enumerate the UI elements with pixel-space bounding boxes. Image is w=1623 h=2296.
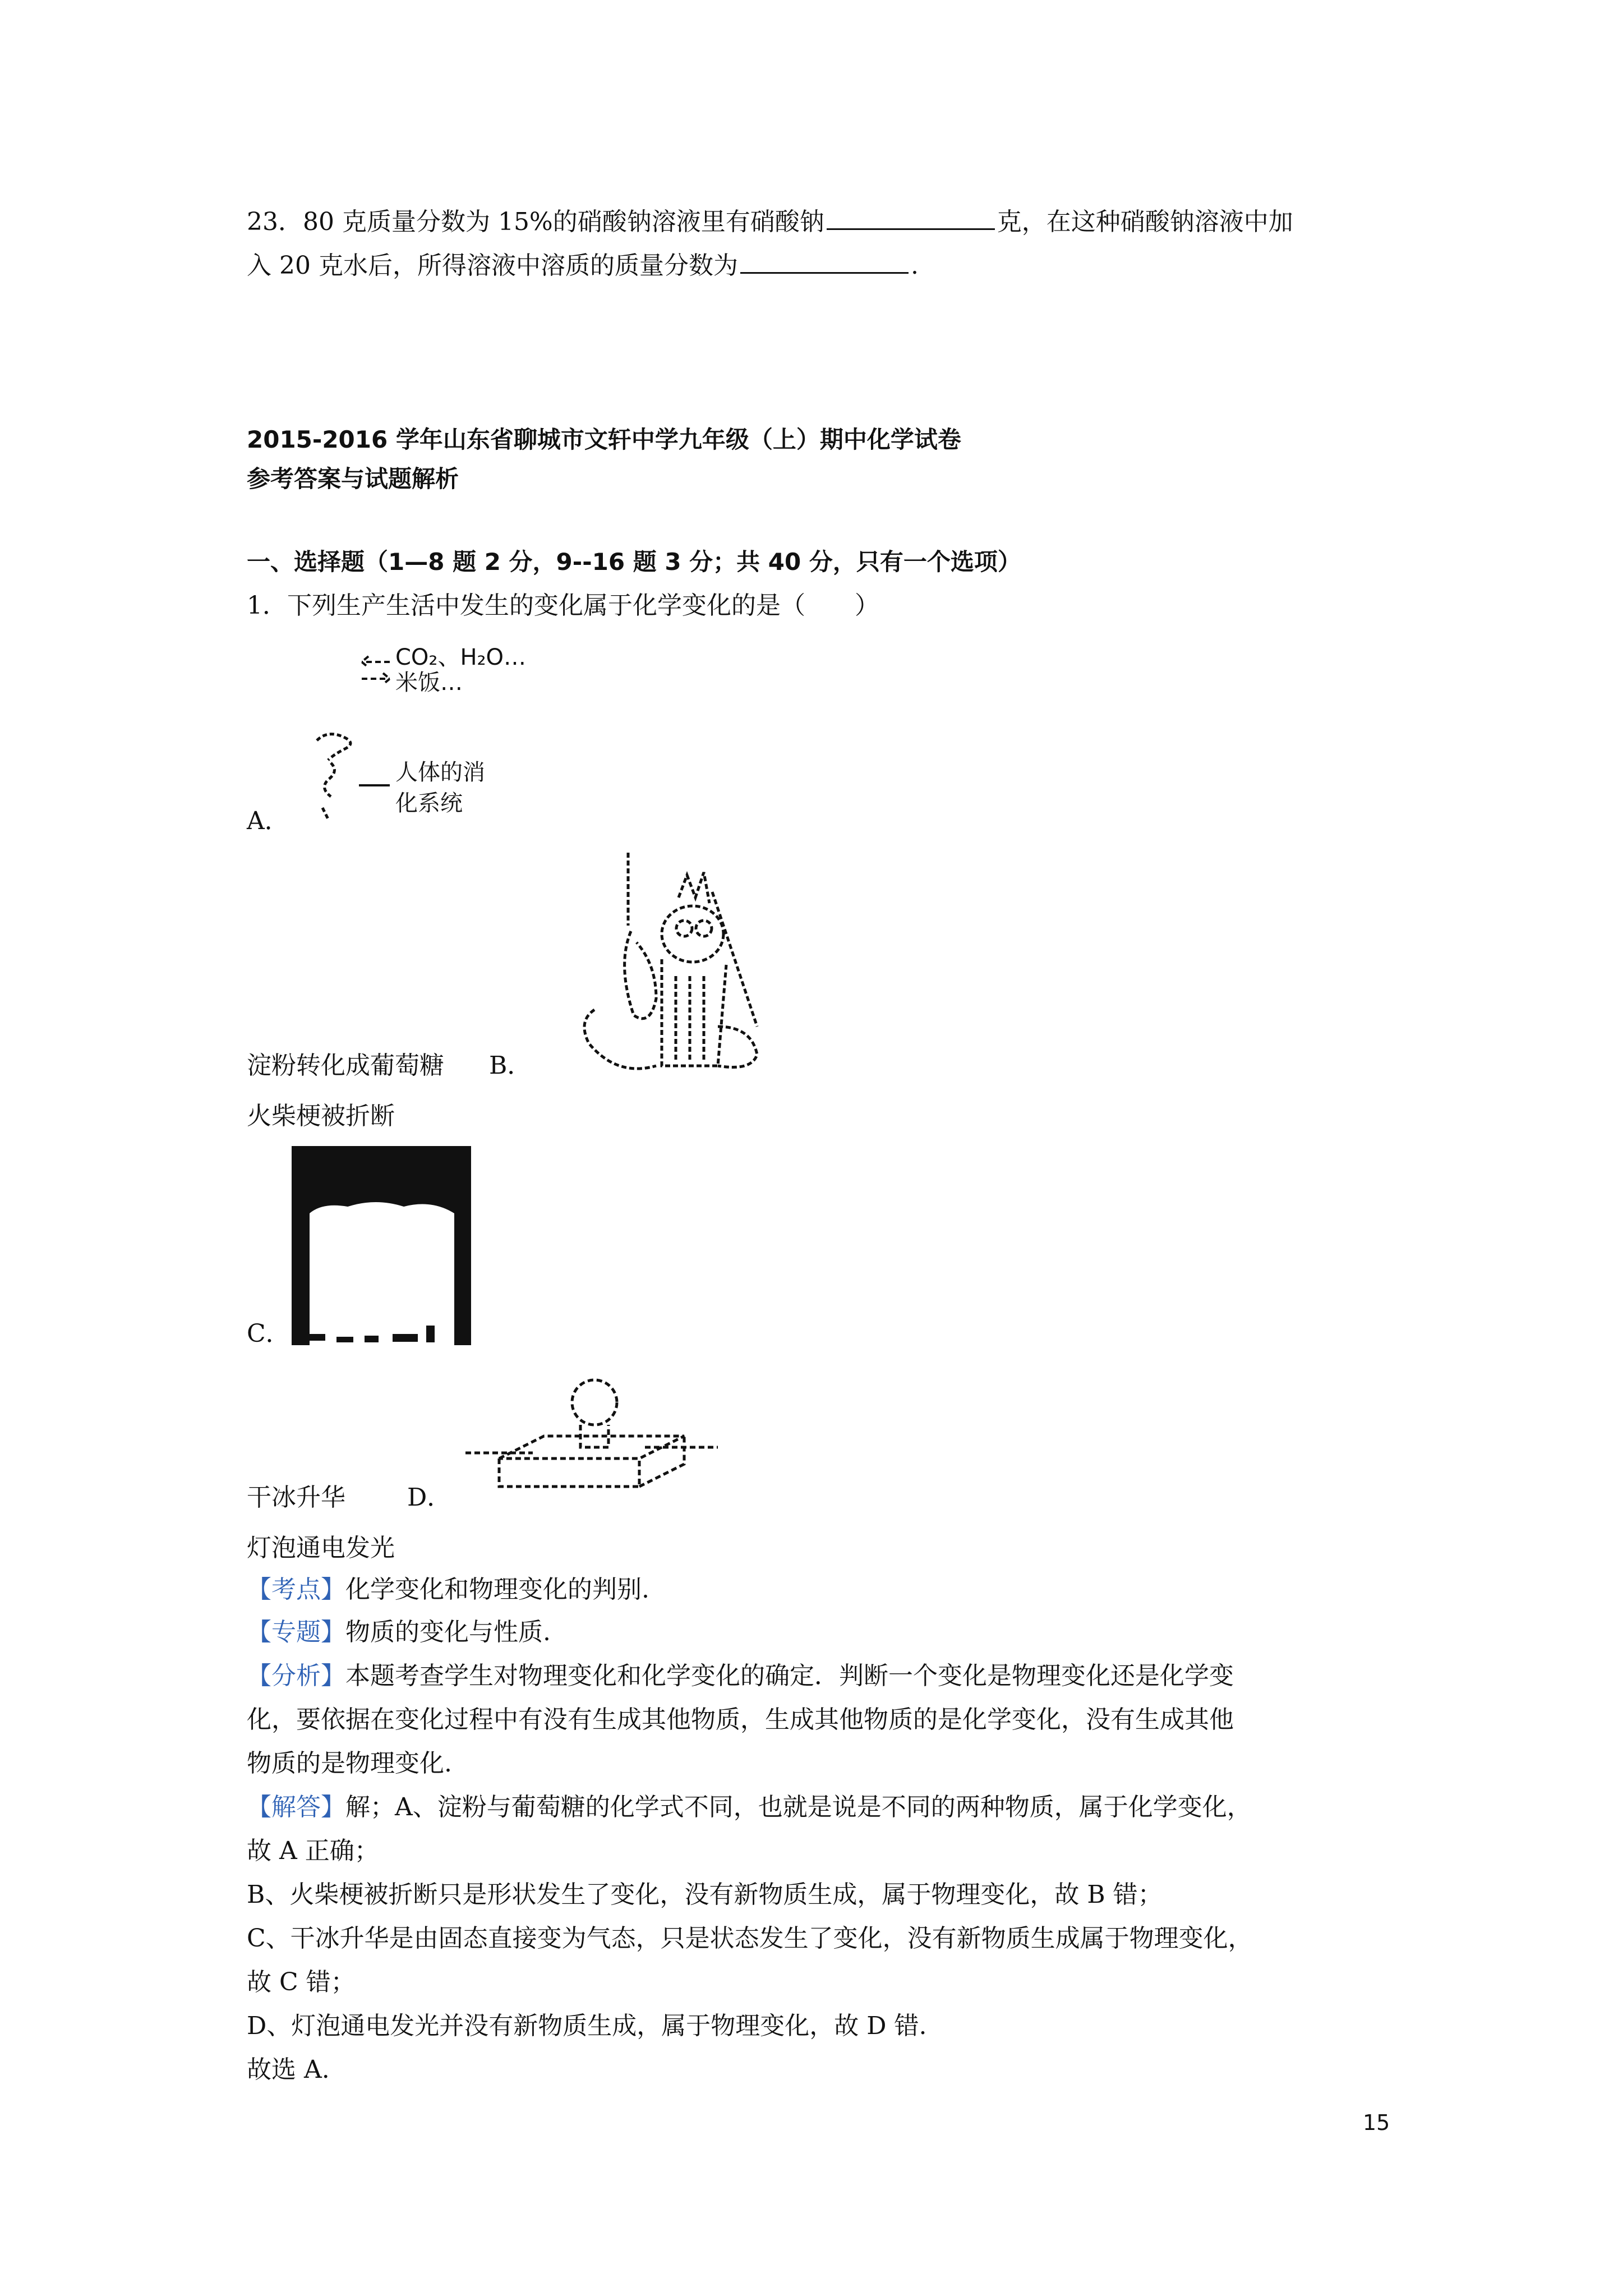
figure-a-line4: 化系统: [395, 790, 463, 816]
jieda-line-1: [247, 1783, 1252, 1832]
ground-specks: [303, 1326, 435, 1342]
matchstick-right: [712, 892, 757, 1027]
q23-line1-text-a: 23．80 克质量分数为 15%的硝酸钠溶液里有硝酸钠: [247, 208, 824, 236]
hair: [679, 872, 709, 903]
q23-line2-text-b: .: [910, 251, 919, 280]
q23-line2-text-a: 入 20 克水后，所得溶液中溶质的质量分数为: [247, 251, 738, 280]
cartoon-head: [662, 906, 723, 962]
page-number: 15: [1363, 2110, 1390, 2135]
q23-line1: [247, 197, 1293, 247]
board-side: [639, 1436, 684, 1487]
dark-frame: [292, 1146, 471, 1345]
kaodian-line: [247, 1565, 649, 1614]
cartoon-eye-right: [696, 921, 712, 936]
zhuanti-line: [247, 1608, 551, 1657]
bulb-figure: [460, 1369, 723, 1515]
jieda-line-4: C、干冰升华是由固态直接变为气态，只是状态发生了变化，没有新物质生成属于物理变化，: [247, 1924, 1253, 1953]
digestion-figure: [306, 628, 558, 841]
answer-blank-2[interactable]: [740, 247, 909, 274]
jieda-line-3: B、火柴梗被折断只是形状发生了变化，没有新物质生成，属于物理变化，故 B 错；: [247, 1880, 1163, 1909]
option-a-text: 淀粉转化成葡萄糖: [247, 1051, 444, 1080]
figure-a-line2: 米饭…: [395, 670, 463, 696]
kaodian-tag: 【考点】: [247, 1575, 345, 1604]
question-1-stem: 1．下列生产生活中发生的变化属于化学变化的是（ ）: [247, 591, 879, 620]
figure-a-line1: CO₂、H₂O…: [395, 645, 527, 670]
figure-a-line3: 人体的消: [395, 760, 485, 785]
answer-blank-1[interactable]: [827, 204, 995, 230]
exam-title: 2015-2016 学年山东省聊城市文轩中学九年级（上）期中化学试卷: [247, 426, 961, 453]
fenxi-text-1: 本题考查学生对物理变化和化学变化的确定．判断一个变化是物理变化还是化学变: [345, 1662, 1234, 1690]
digestive-organ-sketch: [317, 734, 351, 819]
jieda-tag: 【解答】: [247, 1793, 345, 1821]
zhuanti-text: 物质的变化与性质.: [345, 1618, 551, 1646]
dry-ice-figure: [292, 1146, 471, 1345]
bulb-glass: [572, 1380, 617, 1425]
option-b-letter: B．: [489, 1051, 532, 1080]
option-d-letter: D．: [407, 1483, 452, 1512]
option-b-text: 火柴梗被折断: [247, 1102, 395, 1130]
option-c-caption-line: [247, 1473, 451, 1522]
option-d-text: 灯泡通电发光: [247, 1534, 395, 1562]
fenxi-line-3: 物质的是物理变化.: [247, 1749, 452, 1778]
jieda-line-5: 故 C 错；: [247, 1968, 356, 1996]
jieda-line-2: 故 A 正确；: [247, 1837, 379, 1865]
match-figure: [572, 841, 774, 1083]
cartoon-leg-right: [718, 1027, 757, 1068]
q23-line2: [247, 241, 919, 291]
fenxi-line-1: [247, 1651, 1234, 1701]
section-title: 一、选择题（1—8 题 2 分，9--16 题 3 分；共 40 分，只有一个选项）: [247, 548, 1021, 576]
cartoon-arm-bulb: [625, 931, 656, 1019]
option-a-letter: A．: [247, 807, 289, 835]
option-a-caption-line: [247, 1041, 532, 1091]
q23-line1-text-b: 克，在这种硝酸钠溶液中加: [997, 208, 1293, 236]
exam-subtitle: 参考答案与试题解析: [247, 465, 459, 493]
cartoon-body: [662, 959, 726, 1066]
arrow-out: [362, 656, 390, 684]
jieda-line-7: 故选 A.: [247, 2055, 330, 2084]
board-front: [499, 1458, 639, 1487]
fenxi-tag: 【分析】: [247, 1662, 345, 1690]
zhuanti-tag: 【专题】: [247, 1618, 345, 1646]
kaodian-text: 化学变化和物理变化的判别.: [345, 1575, 649, 1604]
fenxi-line-2: 化，要依据在变化过程中有没有生成其他物质，生成其他物质的是化学变化，没有生成其他: [247, 1705, 1234, 1734]
option-c-text: 干冰升华: [247, 1483, 345, 1512]
jieda-text-1: 解；A、淀粉与葡萄糖的化学式不同，也就是说是不同的两种物质，属于化学变化，: [345, 1793, 1252, 1821]
jieda-line-6: D、灯泡通电发光并没有新物质生成，属于物理变化，故 D 错.: [247, 2012, 927, 2040]
cartoon-eye-left: [676, 921, 692, 936]
option-c-letter: C．: [247, 1319, 291, 1348]
